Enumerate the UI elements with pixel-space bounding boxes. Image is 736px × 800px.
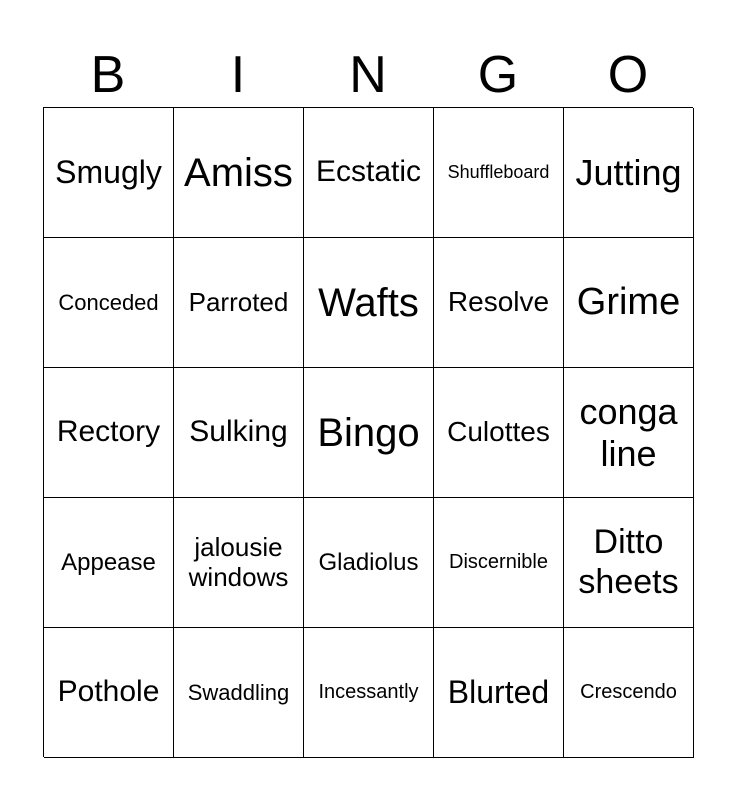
bingo-cell-r4c2[interactable]: [174, 498, 304, 628]
bingo-cell-r3c2[interactable]: [174, 368, 304, 498]
bingo-header: [43, 44, 693, 106]
bingo-cell-r5c4[interactable]: [434, 628, 564, 758]
header-letter-i: I: [230, 46, 246, 104]
bingo-cell-r1c4[interactable]: [434, 108, 564, 238]
bingo-cell-r3c5[interactable]: [564, 368, 694, 498]
bingo-cell-r5c5[interactable]: [564, 628, 694, 758]
cell-text: Resolve: [447, 286, 550, 318]
bingo-cell-r5c2[interactable]: [174, 628, 304, 758]
cell-text: conga line: [579, 391, 678, 474]
bingo-cell-r2c3[interactable]: [304, 238, 434, 368]
bingo-cell-r4c5[interactable]: [564, 498, 694, 628]
cell-text: Smugly: [55, 154, 162, 191]
cell-text: Crescendo: [580, 681, 677, 703]
header-letter-o: O: [607, 46, 649, 104]
cell-text: Conceded: [58, 289, 159, 315]
cell-text: Amiss: [184, 150, 293, 195]
cell-text: Gladiolus: [318, 548, 419, 576]
header-letter-b: B: [90, 46, 126, 104]
cell-text: Grime: [576, 280, 681, 323]
bingo-cell-r1c3[interactable]: [304, 108, 434, 238]
bingo-cell-r2c1[interactable]: [44, 238, 174, 368]
cell-text: jalousie windows: [188, 531, 289, 592]
cell-text: Bingo: [317, 410, 420, 455]
bingo-cell-r4c3[interactable]: [304, 498, 434, 628]
cell-text: Rectory: [56, 415, 161, 449]
bingo-cell-r5c1[interactable]: [44, 628, 174, 758]
bingo-cell-r2c5[interactable]: [564, 238, 694, 368]
cell-text: Appease: [61, 548, 156, 576]
bingo-cell-r1c5[interactable]: [564, 108, 694, 238]
bingo-cell-r3c4[interactable]: [434, 368, 564, 498]
bingo-cell-r5c3[interactable]: [304, 628, 434, 758]
cell-text: Wafts: [318, 280, 419, 325]
cell-text: Shuffleboard: [447, 162, 550, 183]
bingo-cell-r4c4[interactable]: [434, 498, 564, 628]
bingo-grid: [43, 107, 693, 757]
bingo-cell-r4c1[interactable]: [44, 498, 174, 628]
cell-text: Pothole: [57, 675, 160, 709]
bingo-cell-r2c4[interactable]: [434, 238, 564, 368]
cell-text: Ecstatic: [315, 155, 422, 189]
cell-text: Parroted: [188, 286, 289, 317]
header-letter-g: G: [477, 46, 519, 104]
cell-text: Swaddling: [187, 679, 290, 705]
header-letter-n: N: [349, 46, 387, 104]
bingo-cell-r3c1[interactable]: [44, 368, 174, 498]
bingo-cell-r1c2[interactable]: [174, 108, 304, 238]
cell-text: Sulking: [189, 415, 288, 449]
cell-text: Jutting: [575, 151, 682, 193]
cell-text: Discernible: [449, 551, 548, 573]
cell-text: Ditto sheets: [578, 523, 679, 601]
bingo-cell-r2c2[interactable]: [174, 238, 304, 368]
cell-text: Blurted: [447, 674, 550, 711]
bingo-cell-free-space[interactable]: [304, 368, 434, 498]
bingo-cell-r1c1[interactable]: [44, 108, 174, 238]
cell-text: Culottes: [447, 416, 550, 448]
cell-text: Incessantly: [318, 681, 419, 703]
